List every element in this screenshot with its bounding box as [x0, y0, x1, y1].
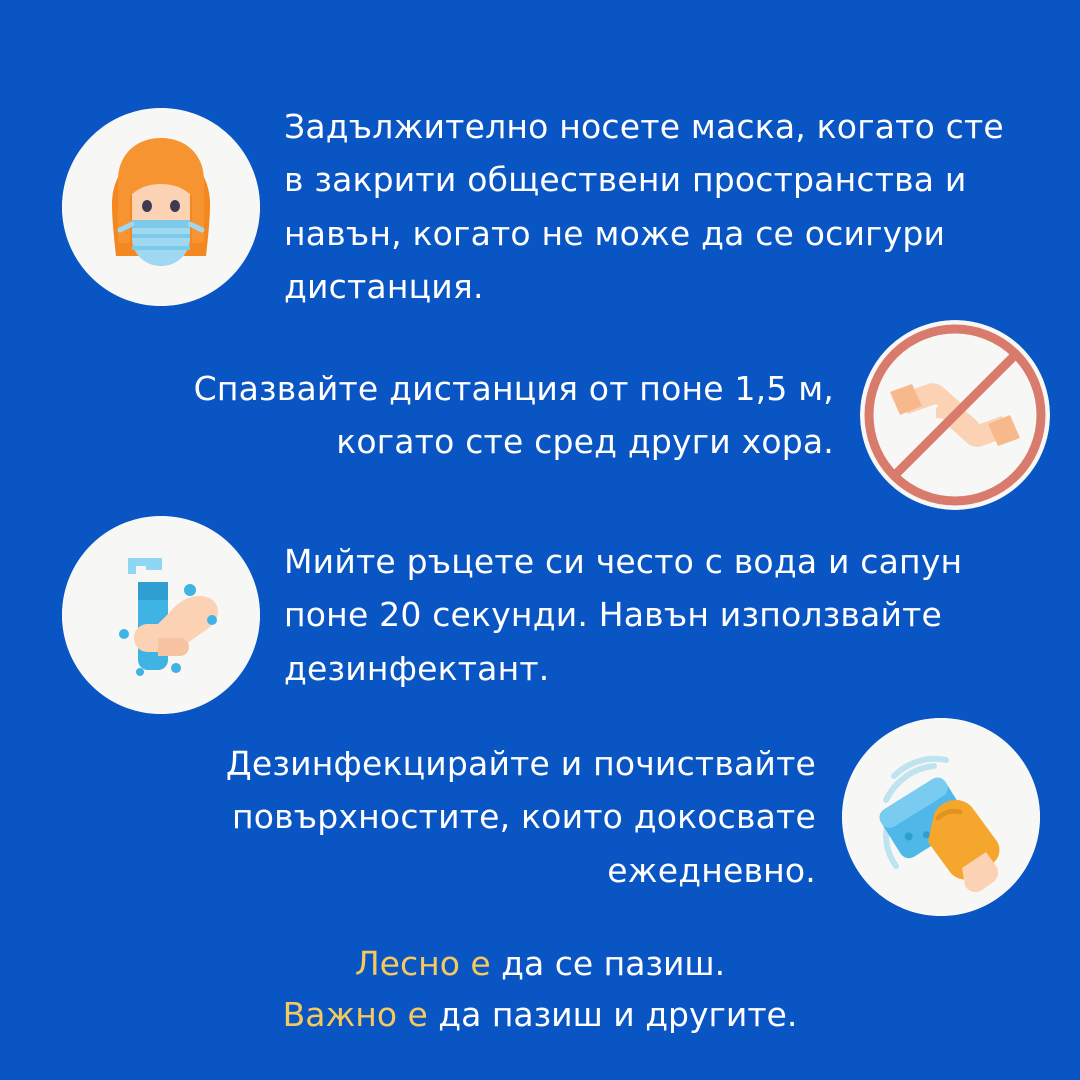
- face-mask-icon: [62, 108, 260, 306]
- footer-line-2-accent: Важно е: [282, 995, 428, 1035]
- tip-text-distance: Спазвайте дистанция от поне 1,5 м, когато сте сред други хора.: [193, 368, 834, 461]
- tip-text-disinfect: Дезинфекцирайте и почиствайте повърхностите, които докосвате ежедневно.: [225, 743, 816, 890]
- tip-text-mask: Задължително носете маска, когато сте в закрити обществени пространства и навън, когато не може да се осигури дистанция.: [284, 107, 1004, 307]
- no-handshake-icon: [860, 320, 1050, 510]
- footer-line-1-accent: Лесно е: [354, 944, 491, 983]
- footer-line-2: [0, 989, 1080, 1040]
- footer-slogan: [0, 938, 1080, 1040]
- footer-line-1-rest: да се пазиш.: [490, 944, 726, 983]
- footer-line-1: [0, 938, 1080, 989]
- tip-text-wash-hands: Мийте ръцете си често с вода и сапун поне 20 секунди. Навън използвайте дезинфектант.: [284, 541, 963, 688]
- footer-line-2-rest: да пазиш и другите.: [427, 995, 798, 1035]
- tip-row-disinfect: [80, 718, 1040, 916]
- tip-row-distance: [110, 320, 1050, 510]
- cleaning-glove-sponge-icon: [842, 718, 1040, 916]
- hand-washing-soap-icon: [62, 516, 260, 714]
- tip-row-mask: [62, 100, 1022, 314]
- tip-row-wash-hands: [62, 516, 1042, 714]
